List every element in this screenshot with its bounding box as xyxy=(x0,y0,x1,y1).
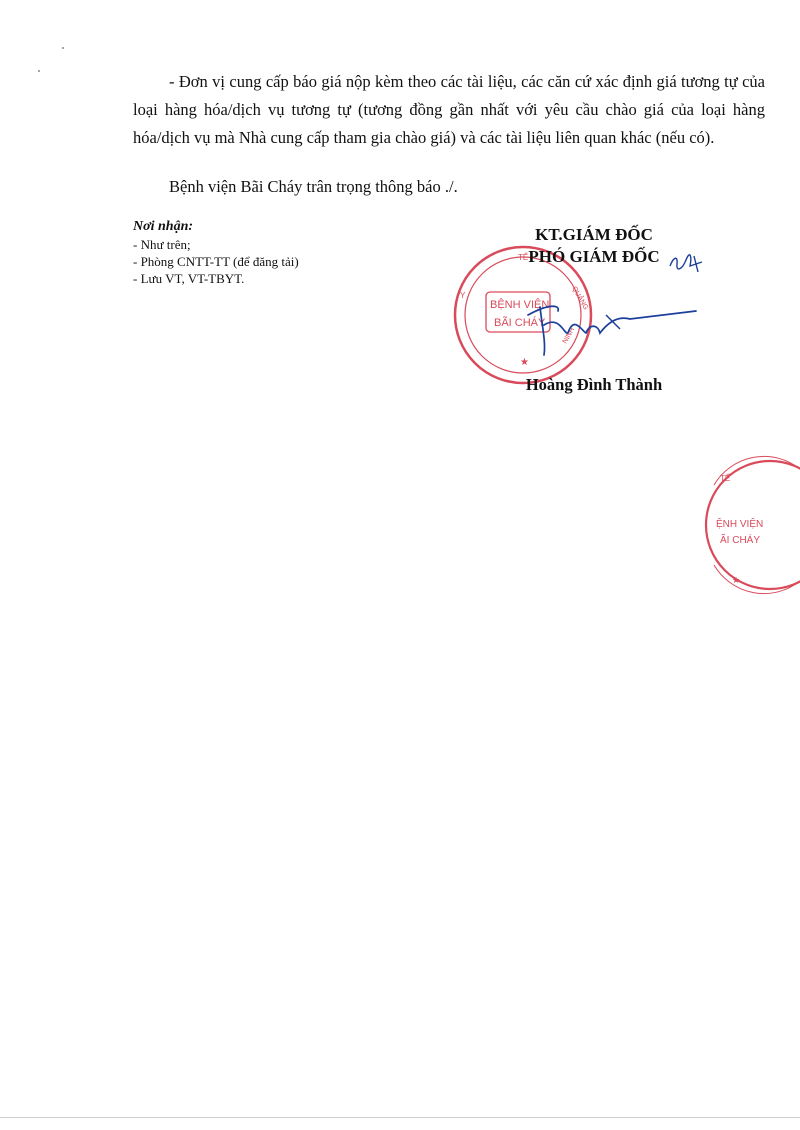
page-bottom-edge xyxy=(0,1117,800,1118)
svg-text:TẾ: TẾ xyxy=(518,253,529,262)
signature-title-line1: KT.GIÁM ĐỐC xyxy=(535,225,653,244)
svg-text:QUẢNG: QUẢNG xyxy=(570,285,590,312)
signer-name: Hoàng Đình Thành xyxy=(525,375,663,394)
scan-speck xyxy=(38,70,40,72)
recipient-item: - Như trên; xyxy=(133,237,191,252)
svg-text:NINH: NINH xyxy=(561,326,577,345)
recipients-heading: Nơi nhận: xyxy=(133,219,194,234)
svg-text:ỆNH VIỆN: ỆNH VIỆN xyxy=(716,519,764,530)
recipient-item: - Lưu VT, VT-TBYT. xyxy=(133,271,245,286)
svg-text:BỆNH VIỆN: BỆNH VIỆN xyxy=(490,299,550,311)
recipients-block xyxy=(133,218,299,287)
svg-text:★: ★ xyxy=(520,357,529,368)
svg-text:Y: Y xyxy=(460,291,466,300)
svg-text:★: ★ xyxy=(732,575,741,585)
recipient-item: - Phòng CNTT-TT (để đăng tải) xyxy=(133,254,299,269)
scan-speck xyxy=(62,47,64,49)
svg-text:BÃI CHÁY: BÃI CHÁY xyxy=(494,317,546,329)
body-paragraph-closing: Bệnh viện Bãi Cháy trân trọng thông báo ./. xyxy=(169,177,458,196)
svg-text:TẾ: TẾ xyxy=(720,474,731,483)
body-paragraph-attachments: - Đơn vị cung cấp báo giá nộp kèm theo các tài liệu, các căn cứ xác định giá tương tự của loại hàng hóa/dịch vụ tương tự (tương đồng gần nhất với yêu cầu chào giá của loại hàng hóa/dịch vụ mà Nhà cung cấp tham gia chào giá) và các tài liệu liên quan khác (nếu có). xyxy=(133,72,765,147)
handwritten-signature xyxy=(520,285,705,360)
signature-title-line2: PHÓ GIÁM ĐỐC xyxy=(528,247,660,266)
partial-seal-stamp xyxy=(700,455,800,595)
handwritten-initials xyxy=(668,252,708,274)
svg-text:ÃI CHÁY: ÃI CHÁY xyxy=(720,535,761,546)
